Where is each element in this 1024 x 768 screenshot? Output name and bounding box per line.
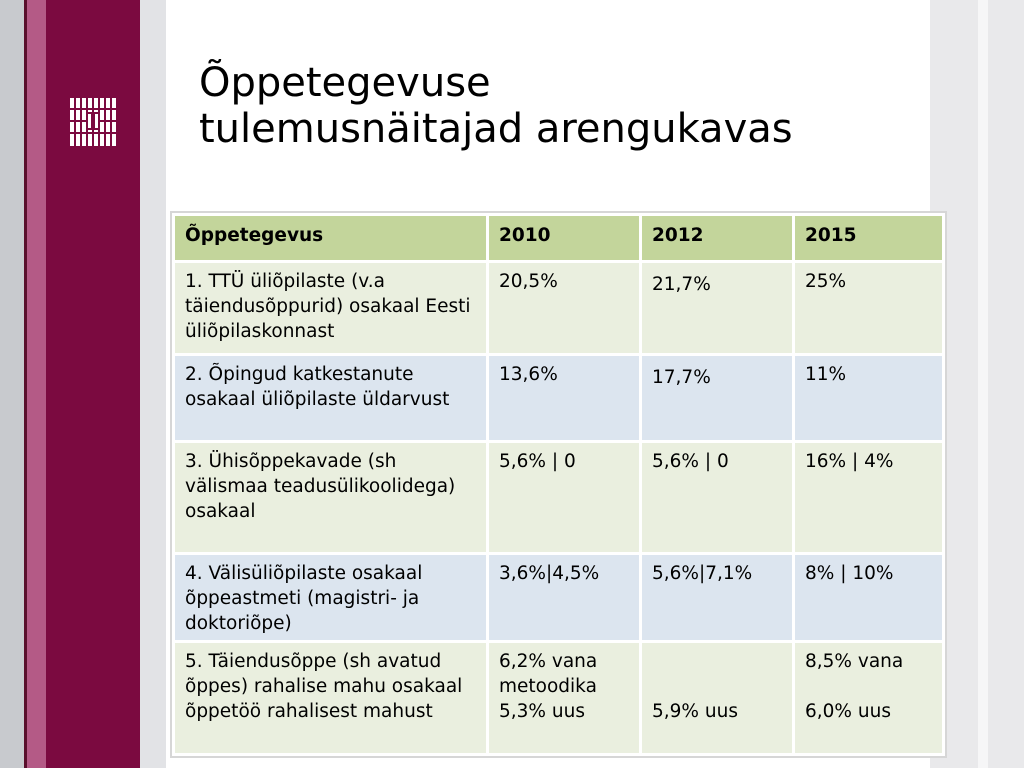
row-label: 4. Välisüliõpilaste osakaal õppeastmeti (magistri- ja doktoriõpe) <box>174 554 488 642</box>
value-2010: 5,6% | 0 <box>488 442 641 554</box>
header-activity: Õppetegevus <box>174 215 488 262</box>
value-2012: 5,6% | 0 <box>641 442 794 554</box>
value-2010-new-method: 5,3% uus <box>499 701 585 722</box>
value-2012: 5,6%|7,1% <box>641 554 794 642</box>
page-title-line-2: tulemusnäitajad arengukavas <box>199 106 793 152</box>
value-2015: 11% <box>794 355 944 442</box>
value-2015-new-method: 6,0% uus <box>805 701 891 722</box>
table-row <box>174 355 944 442</box>
value-2015: 16% | 4% <box>794 442 944 554</box>
value-2015: 25% <box>794 262 944 355</box>
value-2015 <box>794 642 944 755</box>
header-2015: 2015 <box>794 215 944 262</box>
value-2010: 3,6%|4,5% <box>488 554 641 642</box>
right-background-strip <box>978 0 988 768</box>
university-logo-icon <box>70 98 117 146</box>
performance-indicators-table <box>172 213 945 756</box>
row-label: 1. TTÜ üliõpilaste (v.a täiendusõppurid) osakaal Eesti üliõpilaskonnast <box>174 262 488 355</box>
value-2015: 8% | 10% <box>794 554 944 642</box>
header-2012: 2012 <box>641 215 794 262</box>
value-2012: 17,7% <box>641 355 794 442</box>
page-title <box>199 60 919 152</box>
table-header-row <box>174 215 944 262</box>
table-row <box>174 554 944 642</box>
value-2012: 21,7% <box>641 262 794 355</box>
table-row <box>174 442 944 554</box>
value-2015-old-method: 8,5% vana <box>805 651 904 672</box>
value-2010: 20,5% <box>488 262 641 355</box>
value-2010 <box>488 642 641 755</box>
table-row <box>174 642 944 755</box>
page-title-line-1: Õppetegevuse <box>199 60 491 106</box>
value-2010-old-method: 6,2% vana metoodika <box>499 651 598 697</box>
row-label: 2. Õpingud katkestanute osakaal üliõpilaste üldarvust <box>174 355 488 442</box>
value-2012-new-method: 5,9% uus <box>652 701 738 722</box>
table-row <box>174 262 944 355</box>
left-pink-stripe <box>27 0 46 768</box>
row-label: 5. Täiendusõppe (sh avatud õppes) rahalise mahu osakaal õppetöö rahalisest mahust <box>174 642 488 755</box>
value-2012 <box>641 642 794 755</box>
left-gray-stripe <box>0 0 24 768</box>
row-label: 3. Ühisõppekavade (sh välismaa teadusülikoolidega) osakaal <box>174 442 488 554</box>
left-light-stripe <box>140 0 166 768</box>
value-2010: 13,6% <box>488 355 641 442</box>
header-2010: 2010 <box>488 215 641 262</box>
